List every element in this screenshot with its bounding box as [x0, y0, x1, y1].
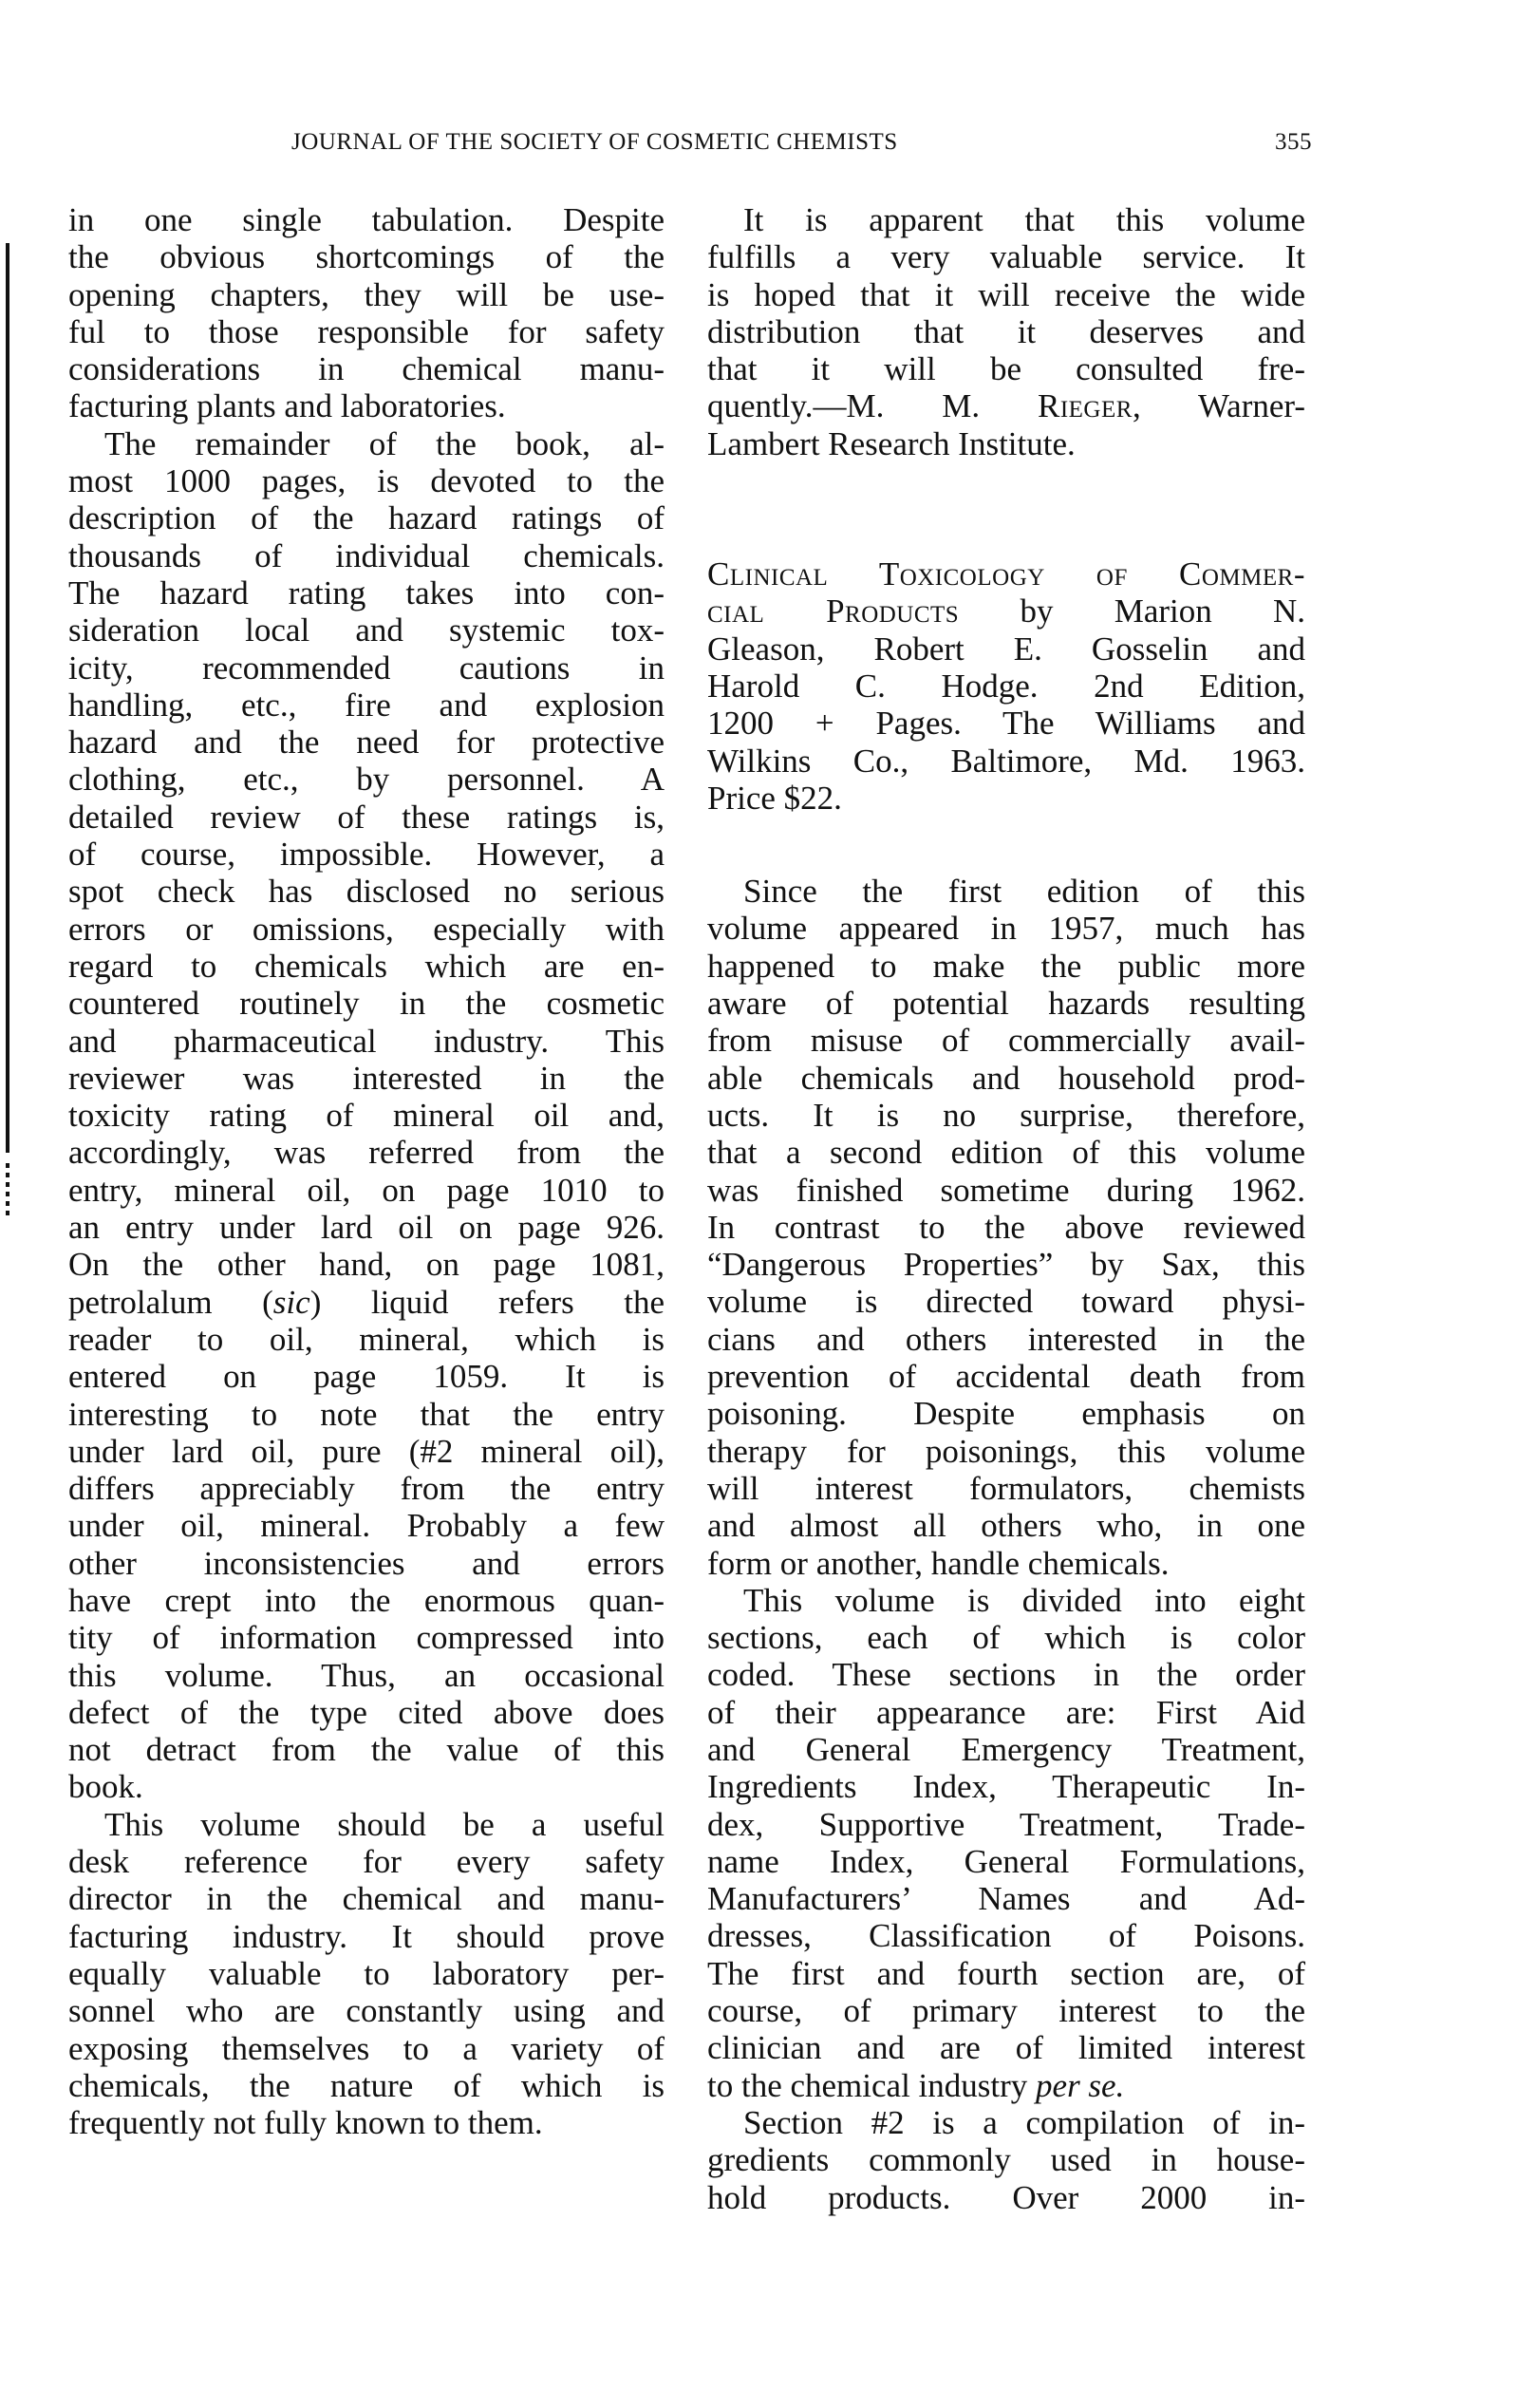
left-column: [68, 201, 665, 2141]
text-line: [707, 593, 1305, 630]
text-line: Harold C. Hodge. 2nd Edition,: [707, 667, 1305, 705]
text-line: considerations in chemical manu-: [68, 350, 665, 388]
text-line: The remainder of the book, al-: [104, 424, 665, 462]
text-line: director in the chemical and manu-: [68, 1880, 665, 1918]
text-line: hazard and the need for protective: [68, 724, 665, 762]
text-segment: , Warner-: [1132, 387, 1306, 425]
text-line: countered routinely in the cosmetic: [68, 985, 665, 1023]
text-line: The first and fourth section are, of: [707, 1954, 1305, 1992]
text-segment: petrolalum (: [68, 1283, 273, 1321]
text-line: and pharmaceutical industry. This: [68, 1022, 665, 1060]
text-line: most 1000 pages, is devoted to the: [68, 462, 665, 500]
paragraph: [707, 555, 1305, 817]
text-line: frequently not fully known to them.: [68, 2104, 543, 2142]
text-line: tity of information compressed into: [68, 1619, 665, 1657]
text-line: that a second edition of this volume: [707, 1134, 1305, 1172]
text-line: under oil, mineral. Probably a few: [68, 1507, 665, 1545]
text-line: clinician and are of limited interest: [707, 2029, 1305, 2067]
text-line: chemicals, the nature of which is: [68, 2066, 665, 2104]
text-line: this volume. Thus, an occasional: [68, 1656, 665, 1694]
text-line: The hazard rating takes into con-: [68, 574, 665, 611]
running-header: [291, 129, 1312, 161]
text-line: clothing, etc., by personnel. A: [68, 761, 665, 799]
text-line: Manufacturers’ Names and Ad-: [707, 1880, 1305, 1918]
text-line: not detract from the value of this: [68, 1731, 665, 1769]
text-line: distribution that it deserves and: [707, 312, 1305, 350]
text-segment: by Marion N.: [959, 593, 1305, 630]
text-line: facturing plants and laboratories.: [68, 387, 506, 425]
text-line: have crept into the enormous quan-: [68, 1581, 665, 1619]
text-line: was finished sometime during 1962.: [707, 1171, 1305, 1209]
text-line: thousands of individual chemicals.: [68, 536, 665, 574]
text-line: handling, etc., fire and explosion: [68, 686, 665, 724]
text-line: 1200 + Pages. The Williams and: [707, 705, 1305, 743]
text-line: of their appearance are: First Aid: [707, 1693, 1305, 1731]
text-line: coded. These sections in the order: [707, 1656, 1305, 1694]
paragraph: [707, 1582, 1305, 2104]
text-line: in one single tabulation. Despite: [68, 201, 665, 238]
text-line: toxicity rating of mineral oil and,: [68, 1097, 665, 1135]
paragraph: [68, 1806, 665, 2142]
text-line: sonnel who are constantly using and: [68, 1992, 665, 2030]
text-line: other inconsistencies and errors: [68, 1544, 665, 1582]
page-number: 355: [1275, 129, 1312, 155]
text-line: dex, Supportive Treatment, Trade-: [707, 1805, 1305, 1843]
text-line: This volume should be a useful: [104, 1805, 665, 1843]
text-line: poisoning. Despite emphasis on: [707, 1395, 1305, 1433]
small-caps-text: Clinical Toxicology of Commer-: [707, 555, 1305, 593]
paragraph: [707, 201, 1305, 462]
margin-dotted-mark: [6, 1163, 9, 1216]
text-line: reader to oil, mineral, which is: [68, 1320, 665, 1358]
text-line: course, of primary interest to the: [707, 1992, 1305, 2030]
italic-text: per se.: [1036, 2066, 1125, 2104]
text-line: [707, 2067, 1305, 2104]
text-line: Lambert Research Institute.: [707, 424, 1076, 462]
text-line: interesting to note that the entry: [68, 1395, 665, 1433]
text-line: This volume is divided into eight: [743, 1581, 1305, 1619]
text-line: Wilkins Co., Baltimore, Md. 1963.: [707, 742, 1305, 780]
text-line: aware of potential hazards resulting: [707, 985, 1305, 1023]
text-line: entry, mineral oil, on page 1010 to: [68, 1171, 665, 1209]
text-line: [68, 1284, 665, 1321]
text-line: happened to make the public more: [707, 947, 1305, 985]
paragraph: [707, 873, 1305, 1582]
text-line: desk reference for every safety: [68, 1843, 665, 1881]
text-line: from misuse of commercially avail-: [707, 1022, 1305, 1060]
text-segment: ) liquid refers the: [309, 1283, 665, 1321]
text-segment: quently.—M. M.: [707, 387, 1038, 425]
text-line: [707, 387, 1305, 424]
text-line: that it will be consulted fre-: [707, 350, 1305, 388]
small-caps-text: cial Products: [707, 593, 960, 630]
text-line: Ingredients Index, Therapeutic In-: [707, 1768, 1305, 1806]
text-line: cians and others interested in the: [707, 1320, 1305, 1358]
text-line: fulfills a very valuable service. It: [707, 238, 1305, 276]
text-line: entered on page 1059. It is: [68, 1358, 665, 1396]
text-line: gredients commonly used in house-: [707, 2141, 1305, 2179]
text-line: able chemicals and household prod-: [707, 1059, 1305, 1097]
text-line: ful to those responsible for safety: [68, 312, 665, 350]
text-line: errors or omissions, especially with: [68, 910, 665, 948]
text-line: Price $22.: [707, 779, 842, 817]
paragraph: [707, 2104, 1305, 2216]
text-line: In contrast to the above reviewed: [707, 1208, 1305, 1246]
text-line: Section #2 is a compilation of in-: [743, 2103, 1305, 2141]
text-line: sideration local and systemic tox-: [68, 611, 665, 649]
text-segment: to the chemical industry: [707, 2066, 1037, 2104]
text-line: prevention of accidental death from: [707, 1358, 1305, 1396]
paragraph: [68, 201, 665, 425]
text-line: opening chapters, they will be use-: [68, 275, 665, 313]
text-line: defect of the type cited above does: [68, 1693, 665, 1731]
text-line: exposing themselves to a variety of: [68, 2029, 665, 2067]
text-line: will interest formulators, chemists: [707, 1469, 1305, 1507]
text-line: is hoped that it will receive the wide: [707, 275, 1305, 313]
text-line: hold products. Over 2000 in-: [707, 2178, 1305, 2216]
text-line: accordingly, was referred from the: [68, 1134, 665, 1172]
text-line: volume is directed toward physi-: [707, 1283, 1305, 1321]
journal-title: JOURNAL OF THE SOCIETY OF COSMETIC CHEMISTS: [291, 129, 898, 155]
text-line: icity, recommended cautions in: [68, 649, 665, 687]
text-line: name Index, General Formulations,: [707, 1842, 1305, 1880]
text-line: therapy for poisonings, this volume: [707, 1432, 1305, 1470]
text-line: under lard oil, pure (#2 mineral oil),: [68, 1432, 665, 1470]
paragraph: [68, 425, 665, 1806]
right-column: [707, 201, 1305, 2216]
text-line: It is apparent that this volume: [743, 201, 1305, 238]
text-line: spot check has disclosed no serious: [68, 873, 665, 911]
text-line: differs appreciably from the entry: [68, 1470, 665, 1508]
italic-text: sic: [272, 1283, 310, 1321]
text-line: facturing industry. It should prove: [68, 1917, 665, 1955]
text-line: Since the first edition of this: [743, 873, 1305, 911]
text-line: dresses, Classification of Poisons.: [707, 1917, 1305, 1955]
text-line: Gleason, Robert E. Gosselin and: [707, 630, 1305, 668]
small-caps-text: Rieger: [1037, 387, 1133, 425]
text-line: form or another, handle chemicals.: [707, 1544, 1170, 1582]
text-line: description of the hazard ratings of: [68, 499, 665, 537]
text-line: an entry under lard oil on page 926.: [68, 1209, 665, 1247]
text-line: ucts. It is no surprise, therefore,: [707, 1096, 1305, 1134]
margin-change-bar: [6, 243, 9, 1153]
text-line: and General Emergency Treatment,: [707, 1730, 1305, 1768]
text-line: detailed review of these ratings is,: [68, 798, 665, 836]
text-line: sections, each of which is color: [707, 1619, 1305, 1657]
text-line: “Dangerous Properties” by Sax, this: [707, 1246, 1305, 1284]
text-line: [707, 555, 1305, 593]
text-line: equally valuable to laboratory per-: [68, 1954, 665, 1992]
text-line: reviewer was interested in the: [68, 1059, 665, 1097]
text-line: regard to chemicals which are en-: [68, 947, 665, 985]
text-line: volume appeared in 1957, much has: [707, 910, 1305, 948]
text-line: the obvious shortcomings of the: [68, 238, 665, 276]
text-line: of course, impossible. However, a: [68, 836, 665, 874]
text-line: On the other hand, on page 1081,: [68, 1246, 665, 1284]
text-line: and almost all others who, in one: [707, 1507, 1305, 1545]
text-line: book.: [68, 1768, 143, 1806]
